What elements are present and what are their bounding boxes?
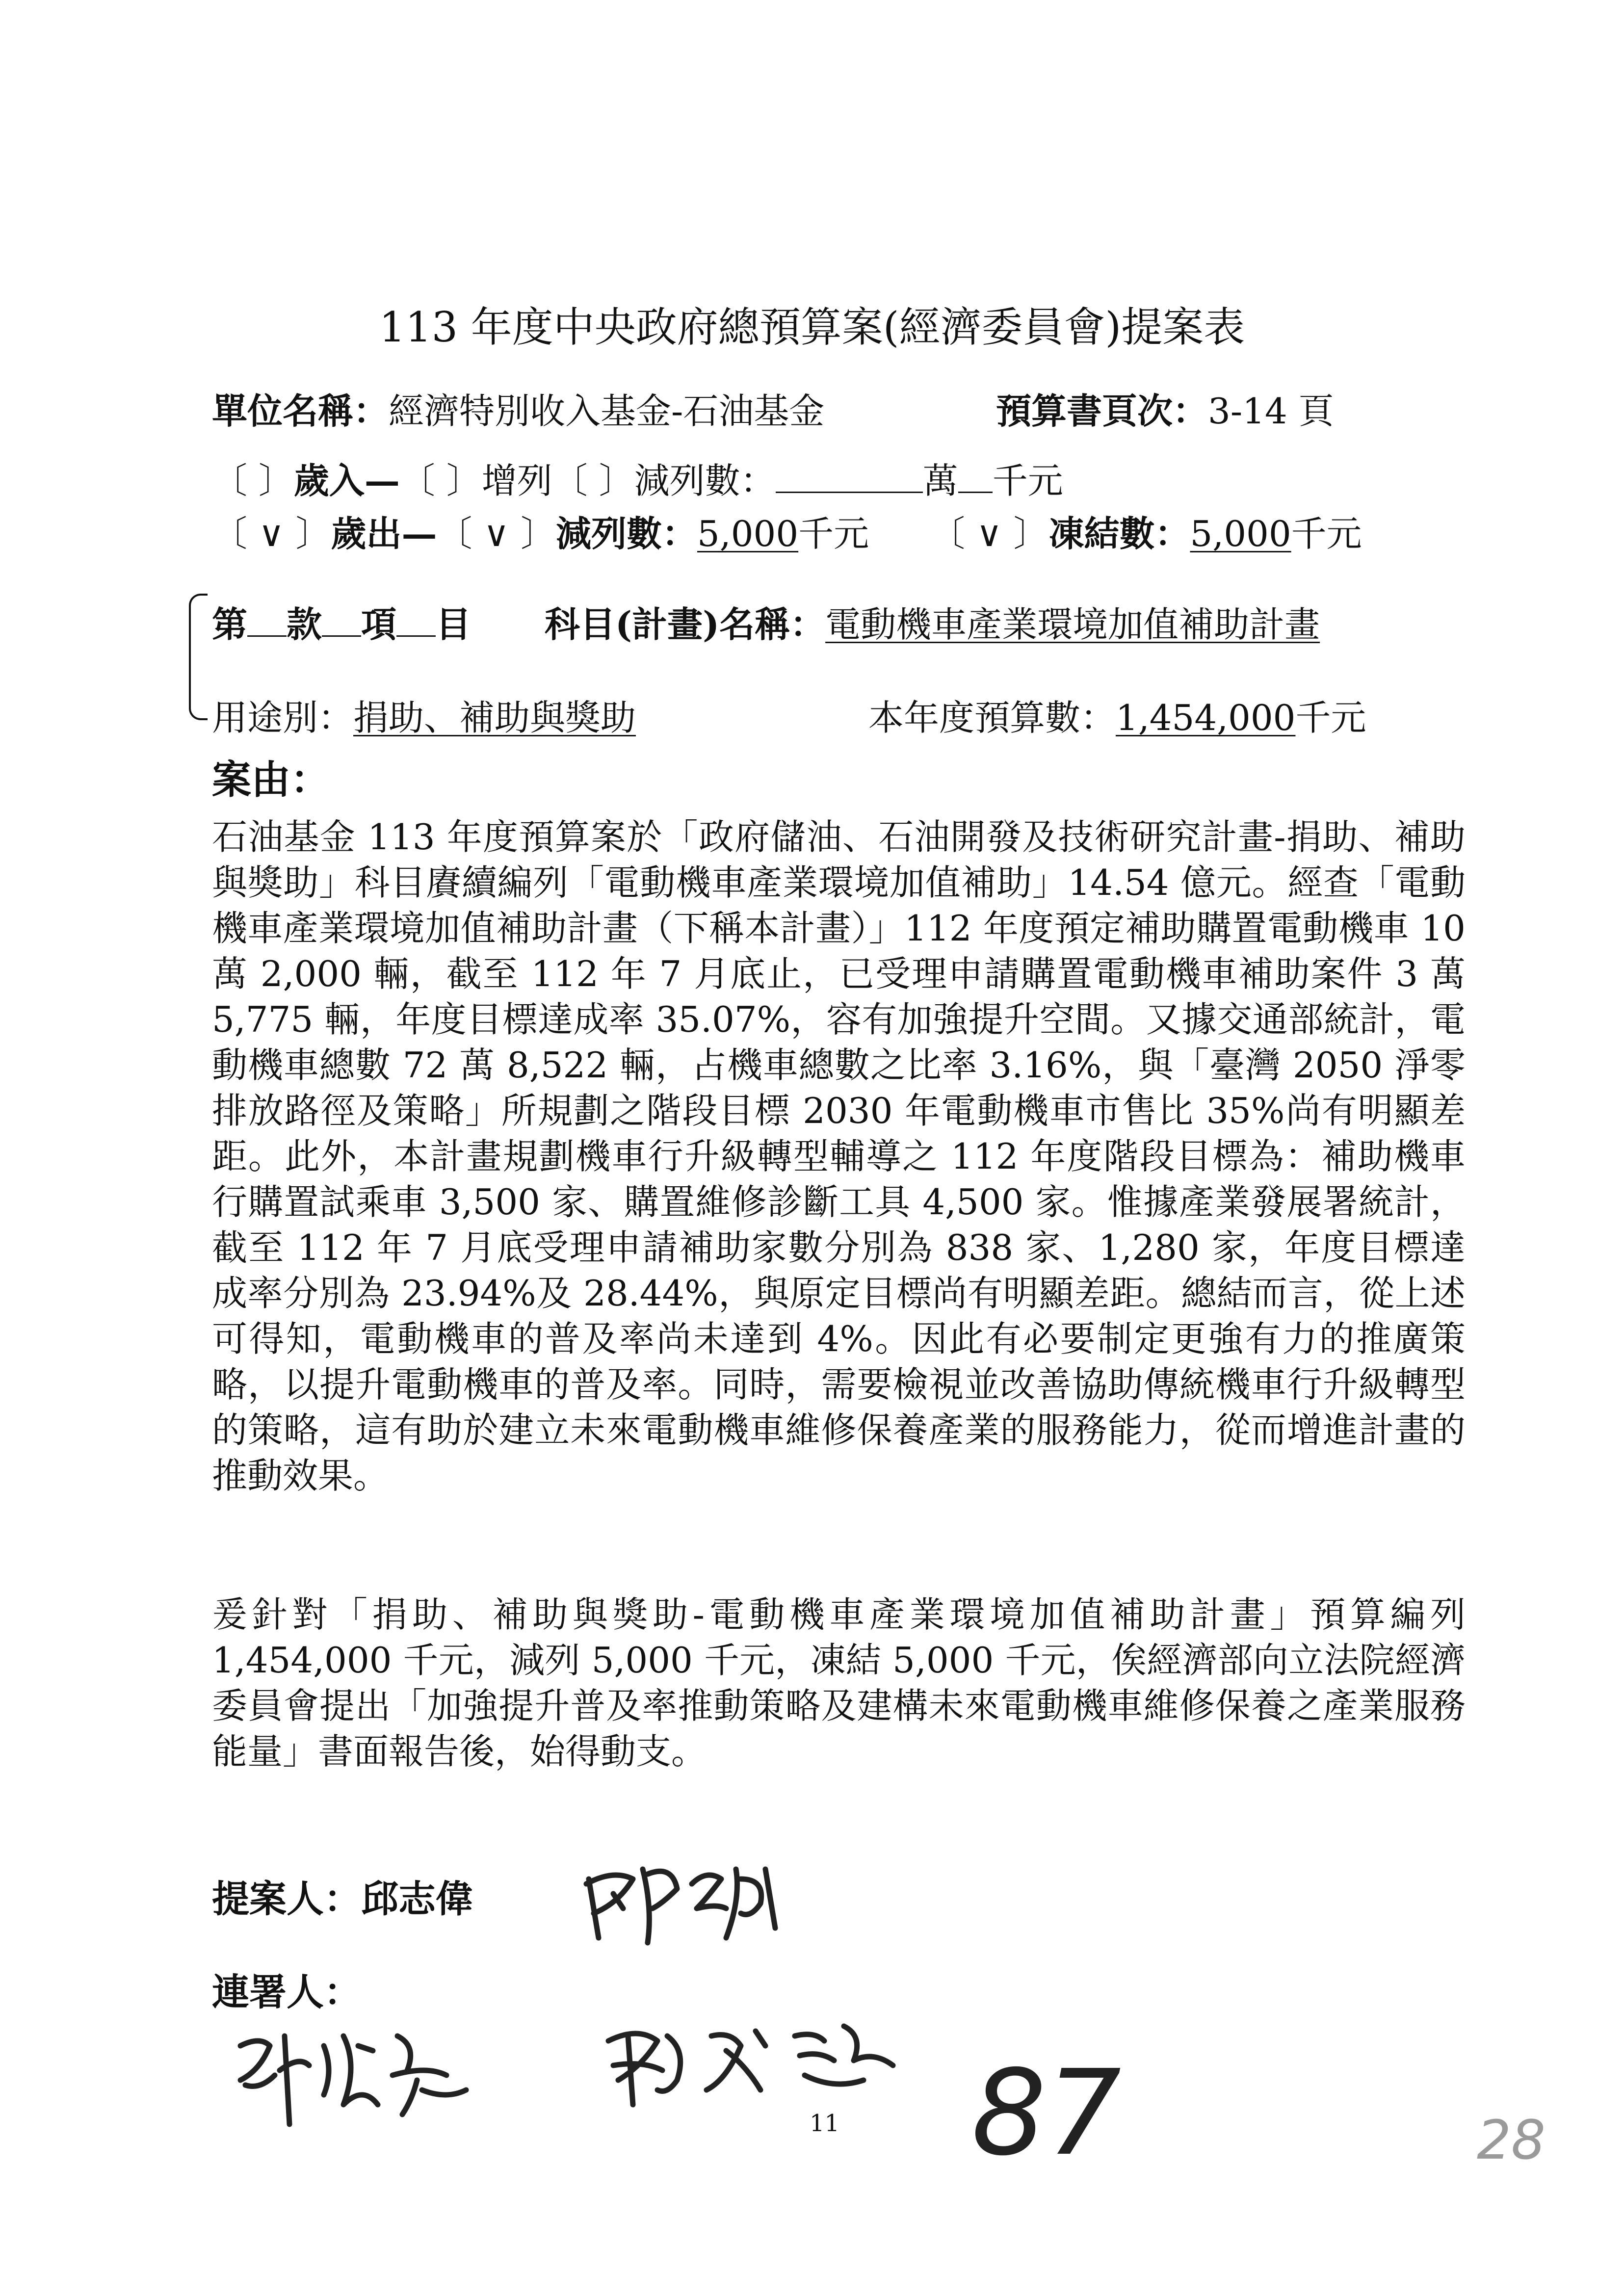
cut-label: 減列數：: [555, 513, 697, 554]
unit-row: [212, 383, 824, 434]
cut-value: 5,000: [697, 513, 799, 554]
reason-paragraph-2: 爰針對「捐助、補助與獎助-電動機車產業環境加值補助計畫」預算編列 1,454,000 千元，減列 5,000 千元，凍結 5,000 千元，俟經濟部向立法院經濟委員會提出「加強提升普及率推動策略及建構未來電動機車維修保養之產業服務能量」書面報告後，始得動支。: [212, 1594, 1466, 1772]
subject-row: [545, 596, 1320, 647]
cosigner-signature-2: [599, 2007, 913, 2114]
corner-number: [1477, 2109, 1565, 2171]
page-number: 11: [810, 2110, 840, 2137]
page-ref-label: 預算書頁次：: [996, 390, 1208, 432]
revenue-checkbox: 〔 〕: [212, 460, 294, 501]
freeze-value: 5,000: [1190, 513, 1291, 554]
item-xiang: 項: [361, 603, 397, 645]
item-mu: 目: [436, 603, 471, 645]
freeze-label: 凍結數：: [1048, 513, 1190, 554]
reason-paragraph-1: 石油基金 113 年度預算案於「政府儲油、石油開發及技術研究計畫-捐助、補助與獎助」科目賡續編列「電動機車產業環境加值補助」14.54 億元。經查「電動機車產業環境加值補助計畫（下稱本計畫）」112 年度預定補助購置電動機車 10 萬 2,000 輛，截至 112 年 7 月底止，已受理申請購置電動機車補助案件 3 萬 5,775 輛，年度目標達成率 35.07%，容有加強提升空間。又據交通部統計，電動機車總數 72 萬 8,522 輛，占機車總數之比率 3.16%，與「臺灣 2050 淨零排放路徑及策略」所規劃之階段目標 2030 年電動機車市售比 35%尚有明顯差距。此外，本計畫規劃機車行升級轉型輔導之 112 年度階段目標為：補助機車行購置試乘車 3,500 家、購置維修診斷工具 4,500 家。惟據產業發展署統計，截至 112 年 7 月底受理申請補助家數分別為 838 家、1,280 家，年度目標達成率分別為 23.94%及 28.44%，與原定目標尚有明顯差距。總結而言，從上述可得知，電動機車的普及率尚未達到 4%。因此有必要制定更強有力的推廣策略，以提升電動機車的普及率。同時，需要檢視並改善協助傳統機車行升級轉型的策略，這有助於建立未來電動機車維修保養產業的服務能力，從而增進計畫的推動效果。: [212, 816, 1466, 1496]
cut-checkbox: 〔 ∨ 〕: [437, 513, 556, 554]
page-ref-row: [996, 383, 1334, 434]
subject-value: 電動機車產業環境加值補助計畫: [825, 604, 1320, 645]
item-mu-blank: [396, 606, 436, 637]
revenue-unit-wan: 萬: [922, 460, 958, 501]
cosigner-label: 連署人：: [212, 1970, 361, 2014]
svg-text:87: 87: [971, 2044, 1122, 2182]
cosigner-signature-1: [231, 2016, 486, 2134]
svg-text:28: 28: [1477, 2109, 1545, 2171]
proposer-row: [212, 1869, 473, 1923]
budget-unit: 千元: [1295, 697, 1366, 738]
item-row: [212, 596, 471, 647]
freeze-row: [930, 505, 1362, 556]
expenditure-row: [212, 505, 869, 556]
budget-label: 本年度預算數：: [868, 697, 1116, 738]
item-kuan-blank: [247, 606, 287, 637]
proposer-signature: [579, 1850, 785, 1948]
item-kuan: 款: [287, 603, 322, 645]
item-di: 第: [212, 603, 248, 645]
revenue-decrease: 〔 〕減列數：: [552, 460, 776, 501]
proposer-label: 提案人：: [212, 1877, 361, 1921]
document-title: 113 年度中央政府總預算案(經濟委員會)提案表: [379, 303, 1245, 351]
revenue-wan-blank: [776, 462, 923, 493]
unit-value: 經濟特別收入基金-石油基金: [389, 391, 825, 432]
proposer-name: 邱志偉: [361, 1877, 473, 1921]
budget-value: 1,454,000: [1116, 697, 1296, 738]
freeze-checkbox: 〔 ∨ 〕: [930, 513, 1049, 554]
page-ref-value: 3-14 頁: [1208, 391, 1334, 432]
subject-label: 科目(計畫)名稱：: [545, 603, 826, 645]
usage-row: [212, 689, 636, 740]
cut-unit: 千元: [798, 513, 869, 554]
item-bracket: [189, 594, 208, 720]
freeze-unit: 千元: [1291, 513, 1362, 554]
revenue-thousand-blank: [958, 462, 993, 493]
budget-row: [868, 689, 1366, 740]
revenue-unit-thousand: 千元: [992, 460, 1063, 501]
expenditure-checkbox: 〔 ∨ 〕: [212, 513, 331, 554]
usage-label: 用途別：: [212, 697, 354, 738]
revenue-increase: 〔 〕增列: [399, 460, 552, 501]
unit-label: 單位名稱：: [212, 390, 389, 432]
handwritten-number-87: [971, 2036, 1122, 2182]
reason-heading: 案由：: [212, 757, 330, 803]
expenditure-label: 歲出—: [331, 513, 437, 554]
revenue-row: [212, 452, 1063, 503]
usage-value: 捐助、補助與獎助: [353, 697, 636, 738]
item-xiang-blank: [322, 606, 361, 637]
revenue-label: 歲入—: [293, 460, 400, 501]
